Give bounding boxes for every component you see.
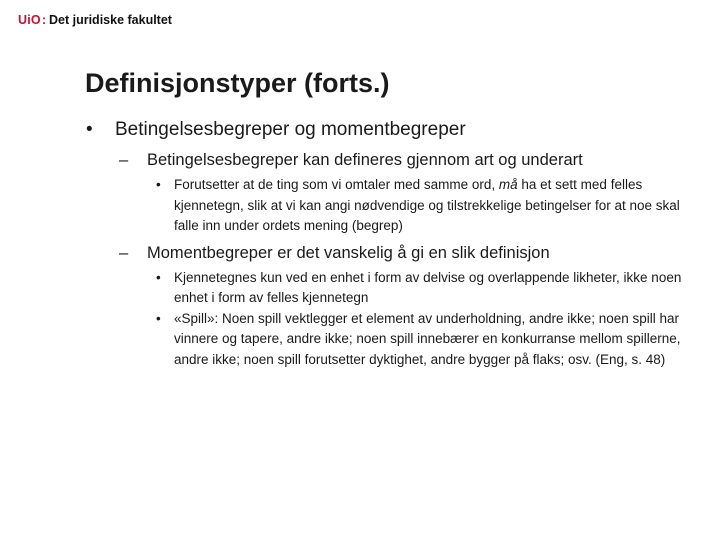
- bullet-marker: •: [156, 269, 161, 285]
- detail-text: [174, 177, 680, 233]
- emphasis-text: må: [498, 177, 518, 192]
- detail-text-end: ha et sett med felles kjennetegn, slik at vi kan angi nødvendige og tilstrekkelige betingelser for at noe skal falle inn under ordets mening (begrep): [174, 177, 680, 233]
- bullet-level1: [85, 118, 685, 142]
- sub-bullet-text: Momentbegreper er det vanskelig å gi en slik definisjon: [147, 243, 550, 262]
- sub-bullet-text: Betingelsesbegreper kan defineres gjennom art og underart: [147, 151, 583, 169]
- detail-text: «Spill»: Noen spill vektlegger et element av underholdning, andre ikke; noen spill har vinnere og tapere, andre ikke; noen spill innebærer en konkurranse mellom spillerne, andre ikke; noen spill forutsetter dyktighet, andre bygger på flaks; osv. (Eng, s. 48): [174, 310, 681, 367]
- faculty-name: Det juridiske fakultet: [49, 13, 172, 27]
- detail-bullet: [155, 309, 685, 371]
- faculty-header: [18, 11, 172, 29]
- sub-bullet-moments: [119, 243, 685, 264]
- detail-bullet: [155, 268, 685, 309]
- detail-text: Kjennetegnes kun ved en enhet i form av delvise og overlappende likheter, ikke noen enhet i form av felles kjennetegn: [174, 269, 682, 305]
- bullet-marker: •: [86, 119, 93, 140]
- slide-content: [85, 118, 685, 370]
- dash-marker: –: [119, 243, 129, 262]
- bullet-text: Betingelsesbegreper og momentbegreper: [115, 119, 466, 140]
- logo-separator: :: [41, 13, 46, 27]
- bullet-marker: •: [156, 177, 161, 192]
- detail-text-start: Forutsetter at de ting som vi omtaler med samme ord,: [174, 177, 499, 192]
- dash-marker: –: [119, 151, 129, 169]
- detail-bullet: [155, 175, 685, 237]
- uio-logo: UiO: [18, 13, 41, 27]
- sub-bullet-conditions: [119, 150, 685, 171]
- slide-title: Definisjonstyper (forts.): [85, 68, 390, 98]
- bullet-marker: •: [156, 310, 161, 326]
